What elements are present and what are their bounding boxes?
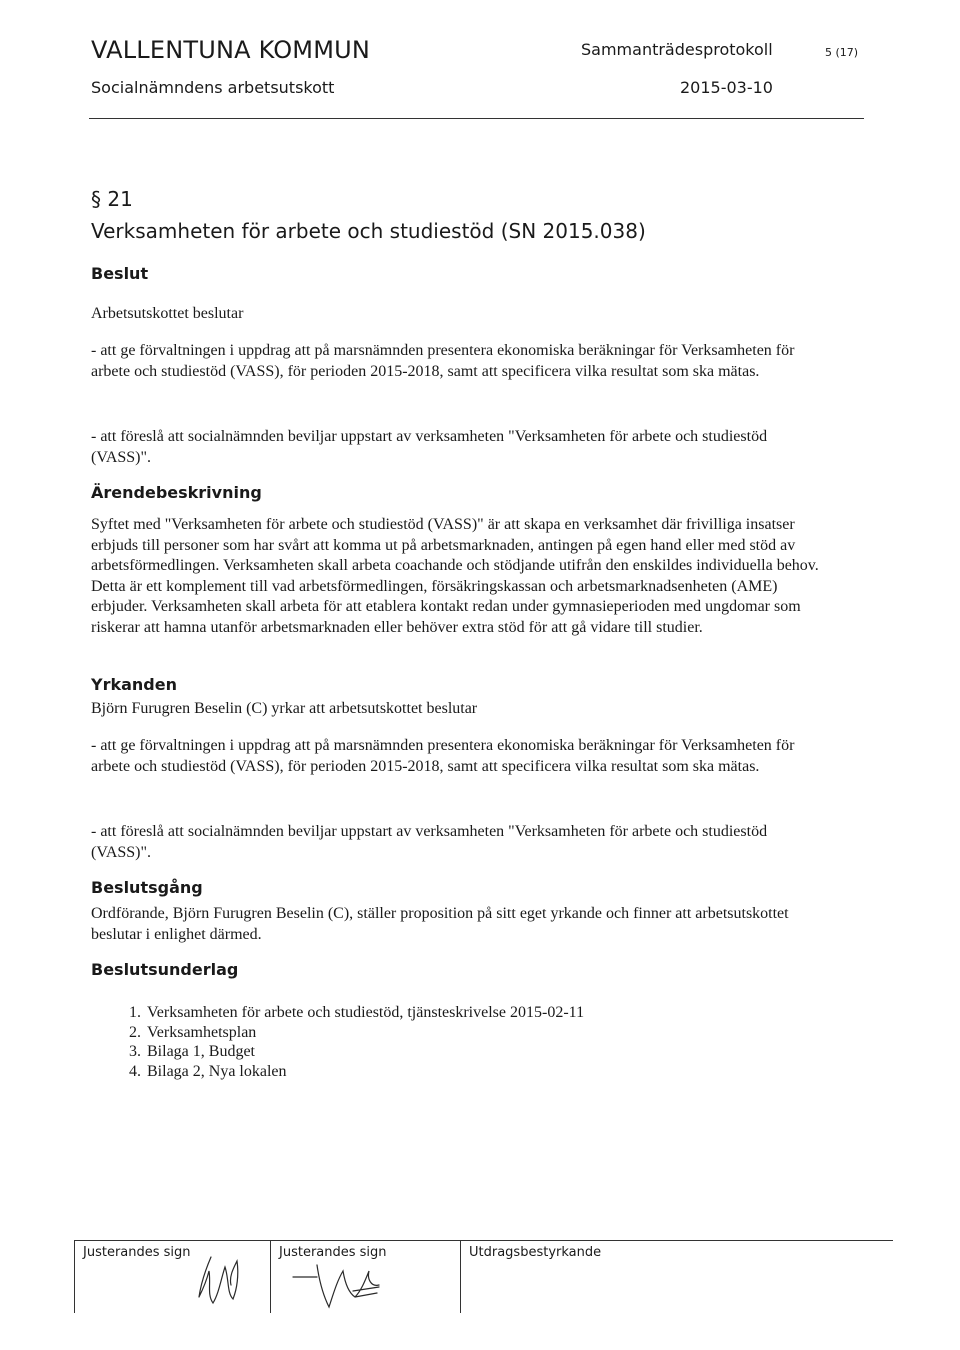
beslut-intro: Arbetsutskottet beslutar [91, 305, 244, 322]
list-item: 3. Bilaga 1, Budget [145, 1042, 584, 1062]
signature-cell-1 [74, 1241, 271, 1313]
header-divider [89, 118, 864, 119]
arendebeskrivning-text: Syftet med "Verksamheten för arbete och studiestöd (VASS)" är att skapa en verksamhet där frivilliga insatser erbjuds till personer som har svårt att komma ut på arbetsmarknaden, antingen på egen hand eller med stöd av arbetsförmedlingen. Verksamheten skall arbeta coachande och stödjande utifrån den enskildes individuella behov. Detta är ett komplement till vad arbetsförmedlingen, försäkringskassan och arbetsmarknadsenheten (AME) erbjuder. Verksamheten skall arbeta för att etablera kontakt redan under gymnasieperioden med ungdomar som riskerar att hamna utanför arbetsmarknaden eller behöver extra stöd för att gå vidare till studier. [91, 516, 819, 636]
signature-label: Justerandes sign [279, 1245, 387, 1260]
yrkanden-item-1: - att ge förvaltningen i uppdrag att på marsnämnden presentera ekonomiska beräkningar för Verksamheten för arbete och studiestöd (VASS), för perioden 2015-2018, samt att specificera vilka resultat som ska mätas. [91, 737, 795, 775]
signature-cell-3 [460, 1241, 894, 1313]
list-item: 2. Verksamhetsplan [145, 1023, 584, 1043]
beslutsunderlag-list [113, 1003, 584, 1081]
meeting-date: 2015-03-10 [680, 78, 773, 97]
signature-table [74, 1240, 893, 1313]
heading-yrkanden: Yrkanden [91, 675, 177, 694]
list-item: 4. Bilaga 2, Nya lokalen [145, 1062, 584, 1082]
handwritten-signature-2 [283, 1257, 403, 1313]
organization-name: VALLENTUNA KOMMUN [91, 36, 371, 64]
yrkanden-intro: Björn Furugren Beselin (C) yrkar att arbetsutskottet beslutar [91, 700, 478, 717]
department-name: Socialnämndens arbetsutskott [91, 78, 335, 97]
beslut-item-1: - att ge förvaltningen i uppdrag att på marsnämnden presentera ekonomiska beräkningar för Verksamheten för arbete och studiestöd (VASS), för perioden 2015-2018, samt att specificera vilka resultat som ska mätas. [91, 342, 795, 380]
signature-cell-2 [270, 1241, 461, 1313]
beslutsgang-text: Ordförande, Björn Furugren Beselin (C), ställer proposition på sitt eget yrkande och finner att arbetsutskottet beslutar i enlighet därmed. [91, 905, 789, 943]
signature-label: Justerandes sign [83, 1245, 191, 1260]
heading-beslut: Beslut [91, 264, 149, 283]
heading-beslutsgang: Beslutsgång [91, 878, 203, 897]
beslut-item-2: - att föreslå att socialnämnden beviljar uppstart av verksamheten "Verksamheten för arbete och studiestöd (VASS)". [91, 428, 768, 466]
page-number: 5 (17) [825, 46, 859, 59]
signature-label: Utdragsbestyrkande [469, 1245, 602, 1260]
document-type: Sammanträdesprotokoll [581, 40, 773, 59]
list-item: 1. Verksamheten för arbete och studiestöd, tjänsteskrivelse 2015-02-11 [145, 1003, 584, 1023]
yrkanden-item-2: - att föreslå att socialnämnden beviljar uppstart av verksamheten "Verksamheten för arbete och studiestöd (VASS)". [91, 823, 768, 861]
heading-arendebeskrivning: Ärendebeskrivning [91, 483, 262, 502]
handwritten-signature-1 [175, 1249, 265, 1311]
page-title: Verksamheten för arbete och studiestöd (SN 2015.038) [91, 219, 646, 243]
heading-beslutsunderlag: Beslutsunderlag [91, 960, 239, 979]
paragraph-number: § 21 [91, 187, 133, 211]
